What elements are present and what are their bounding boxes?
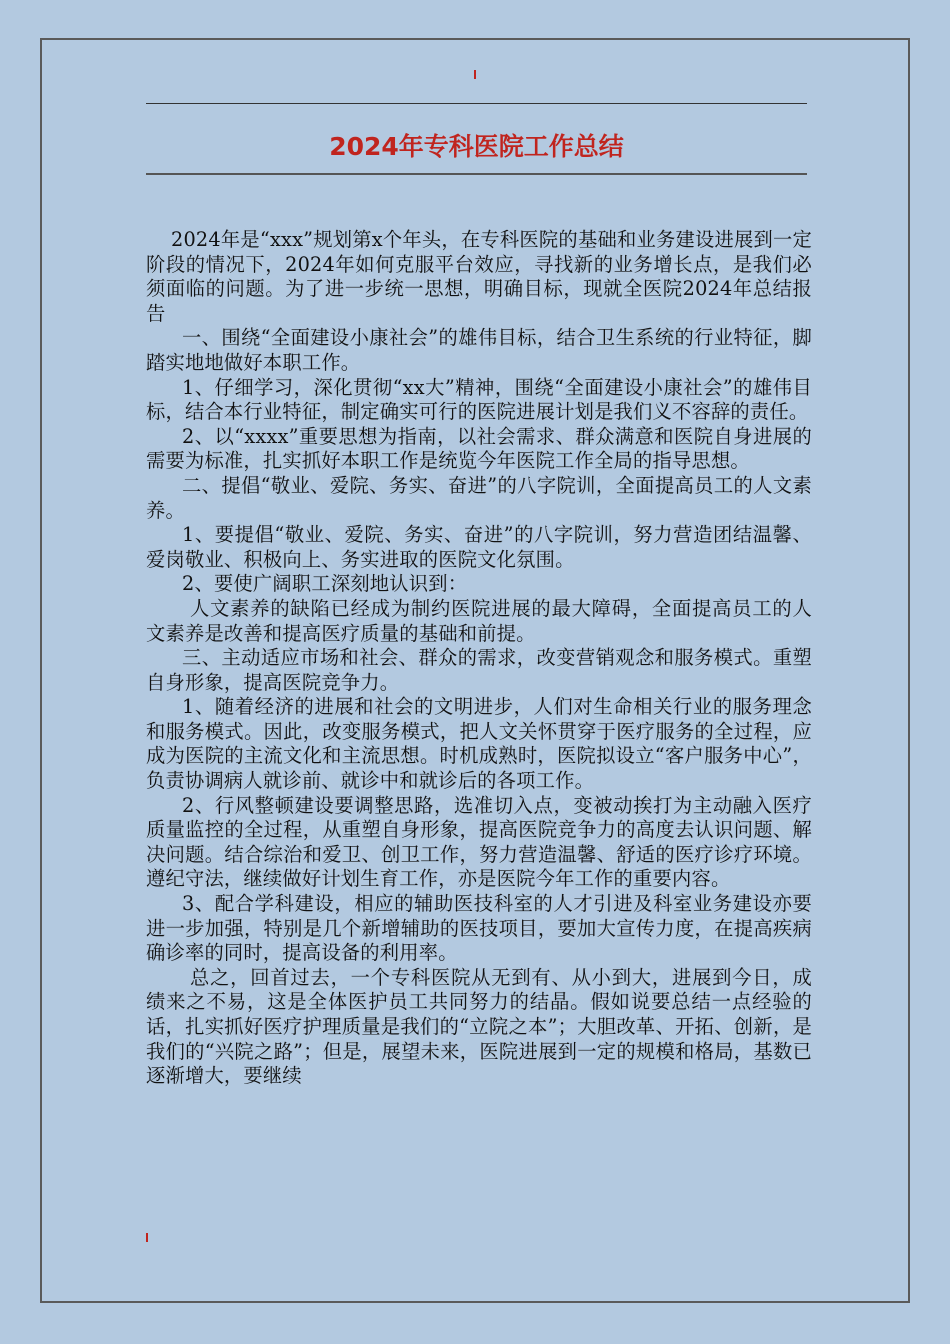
paragraph-intro: 2024年是“xxx”规划第x个年头，在专科医院的基础和业务建设进展到一定阶段的情况下，2024年如何克服平台效应，寻找新的业务增长点，是我们必须面临的问题。为了进一步统一思想，明确目标，现就全医院2024年总结报告 xyxy=(146,228,812,325)
title-rule xyxy=(146,173,807,175)
paragraph-2-2: 2、要使广阔职工深刻地认识到： xyxy=(182,572,468,596)
header-rule xyxy=(146,103,807,104)
document-body xyxy=(146,228,812,1089)
paragraph-1-2: 2、以“xxxx”重要思想为指南，以社会需求、群众满意和医院自身进展的需要为标准，扎实抓好本职工作是统览今年医院工作全局的指导思想。 xyxy=(146,424,812,473)
page-title: 2024年专科医院工作总结 xyxy=(329,132,624,161)
paragraph-3-3: 3、配合学科建设，相应的辅助医技科室的人才引进及科室业务建设亦要进一步加强，特别是几个新增辅助的医技项目，要加大宣传力度，在提高疾病确诊率的同时，提高设备的利用率。 xyxy=(146,892,812,965)
paragraph-3-2: 2、行风整顿建设要调整思路，选准切入点，变被动挨打为主动融入医疗质量监控的全过程，从重塑自身形象，提高医院竞争力的高度去认识问题、解决问题。结合综治和爱卫、创卫工作，努力营造温馨、舒适的医疗诊疗环境。遵纪守法，继续做好计划生育工作，亦是医院今年工作的重要内容。 xyxy=(146,793,812,891)
footer-mark xyxy=(146,1233,148,1242)
paragraph-2-2-detail: 人文素养的缺陷已经成为制约医院进展的最大障碍，全面提高员工的人文素养是改善和提高医疗质量的基础和前提。 xyxy=(146,596,812,645)
paragraph-section-3: 三、主动适应市场和社会、群众的需求，改变营销观念和服务模式。重塑自身形象，提高医院竞争力。 xyxy=(146,646,812,694)
document-page xyxy=(40,38,910,1303)
paragraph-2-1: 1、要提倡“敬业、爱院、务实、奋进”的八字院训，努力营造团结温馨、爱岗敬业、积极向上、务实进取的医院文化氛围。 xyxy=(146,523,812,571)
paragraph-3-1: 1、随着经济的进展和社会的文明进步，人们对生命相关行业的服务理念和服务模式。因此，改变服务模式，把人文关怀贯穿于医疗服务的全过程，应成为医院的主流文化和主流思想。时机成熟时，医院拟设立“客户服务中心”，负责协调病人就诊前、就诊中和就诊后的各项工作。 xyxy=(146,695,812,793)
paragraph-conclusion: 总之，回首过去，一个专科医院从无到有、从小到大，进展到今日，成绩来之不易，这是全体医护员工共同努力的结晶。假如说要总结一点经验的话，扎实抓好医疗护理质量是我们的“立院之本”；大胆改革、开拓、创新，是我们的“兴院之路”；但是，展望未来，医院进展到一定的规模和格局，基数已逐渐增大，要继续 xyxy=(146,965,812,1088)
paragraph-section-2: 二、提倡“敬业、爱院、务实、奋进”的八字院训，全面提高员工的人文素养。 xyxy=(146,473,812,522)
paragraph-1-1: 1、仔细学习，深化贯彻“xx大”精神，围绕“全面建设小康社会”的雄伟目标，结合本行业特征，制定确实可行的医院进展计划是我们义不容辞的责任。 xyxy=(146,375,812,424)
paragraph-section-1: 一、围绕“全面建设小康社会”的雄伟目标，结合卫生系统的行业特征，脚踏实地地做好本职工作。 xyxy=(146,326,812,374)
header-mark xyxy=(474,70,476,79)
